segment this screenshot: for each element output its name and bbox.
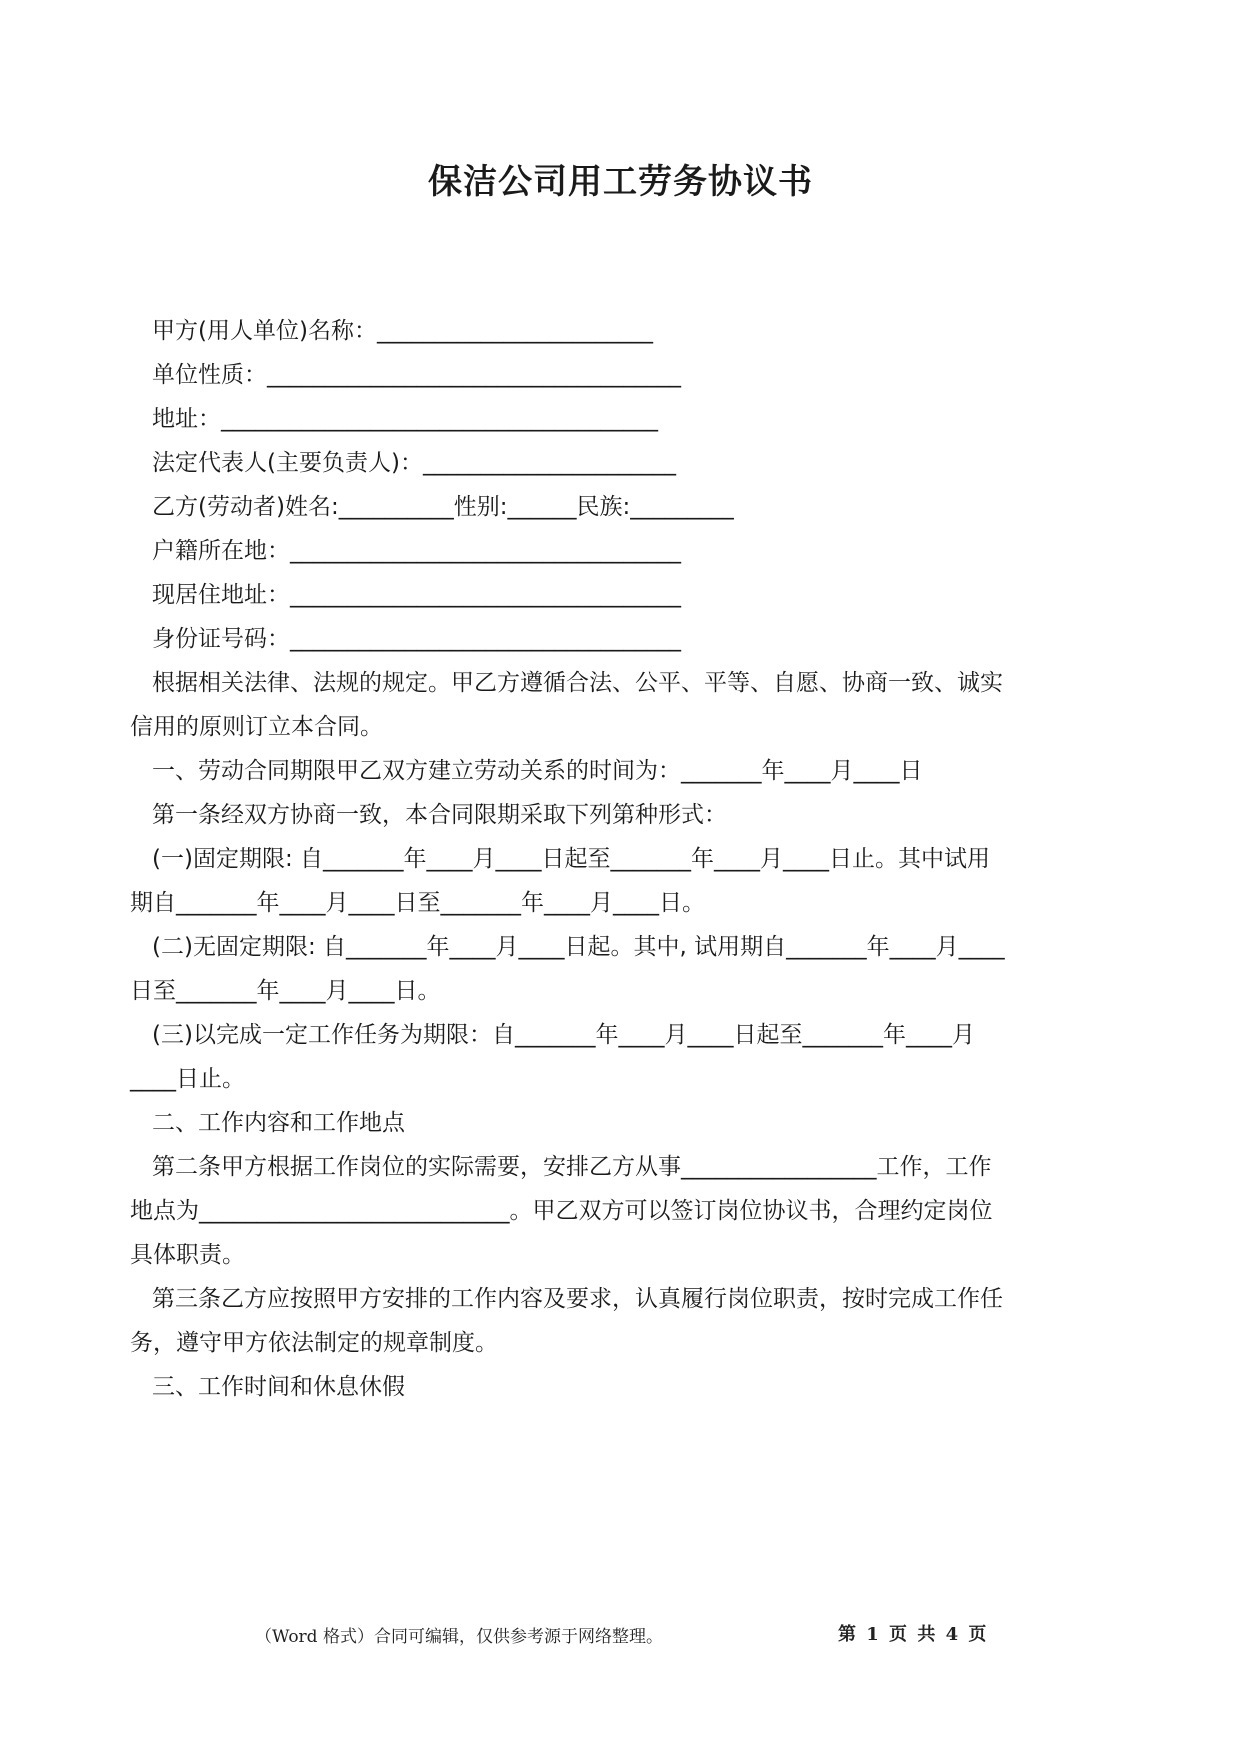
party-b-name-line: 乙方(劳动者)姓名:__________性别:______民族:_________ — [152, 494, 734, 520]
paragraph-line: ____日止。 — [130, 1066, 245, 1092]
paragraph-line: (二)无固定期限: 自_______年____月____日起。其中, 试用期自_______年____月____ — [152, 934, 1005, 960]
paragraph-line: 具体职责。 — [130, 1242, 245, 1268]
paragraph-line: 期自_______年____月____日至_______年____月____日。 — [130, 890, 705, 916]
paragraph-line: 务，遵守甲方依法制定的规章制度。 — [130, 1330, 498, 1356]
paragraph-line: 日至_______年____月____日。 — [130, 978, 441, 1004]
address-line: 地址：______________________________________ — [152, 406, 658, 432]
paragraph-line: 信用的原则订立本合同。 — [130, 714, 383, 740]
document-title: 保洁公司用工劳务协议书 — [428, 162, 813, 202]
footer-note: （Word 格式）合同可编辑，仅供参考源于网络整理。 — [255, 1627, 663, 1647]
unit-nature-line: 单位性质：____________________________________ — [152, 362, 681, 388]
current-address-line: 现居住地址：__________________________________ — [152, 582, 681, 608]
paragraph-line: 第三条乙方应按照甲方安排的工作内容及要求，认真履行岗位职责，按时完成工作任 — [152, 1286, 1003, 1312]
paragraph-line: 第一条经双方协商一致，本合同限期采取下列第种形式： — [152, 802, 727, 828]
legal-rep-line: 法定代表人(主要负责人)：______________________ — [152, 450, 676, 476]
paragraph-line: 根据相关法律、法规的规定。甲乙方遵循合法、公平、平等、自愿、协商一致、诚实 — [152, 670, 1003, 696]
party-a-name-line: 甲方(用人单位)名称：________________________ — [152, 318, 653, 344]
section-heading: 三、工作时间和休息休假 — [152, 1374, 405, 1400]
paragraph-line: (一)固定期限: 自_______年____月____日起至_______年____月____日止。其中试用 — [152, 846, 991, 872]
section-heading: 一、劳动合同期限甲乙双方建立劳动关系的时间为：_______年____月____日 — [152, 758, 923, 784]
section-heading: 二、工作内容和工作地点 — [152, 1110, 405, 1136]
page-number: 第 1 页 共 4 页 — [838, 1624, 987, 1645]
id-number-line: 身份证号码：__________________________________ — [152, 626, 681, 652]
paragraph-line: 地点为___________________________。甲乙双方可以签订岗位协议书，合理约定岗位 — [130, 1198, 993, 1224]
paragraph-line: 第二条甲方根据工作岗位的实际需要，安排乙方从事_________________工作，工作 — [152, 1154, 992, 1180]
paragraph-line: (三)以完成一定工作任务为期限：自_______年____月____日起至_______年____月 — [152, 1022, 975, 1048]
household-line: 户籍所在地：__________________________________ — [152, 538, 681, 564]
